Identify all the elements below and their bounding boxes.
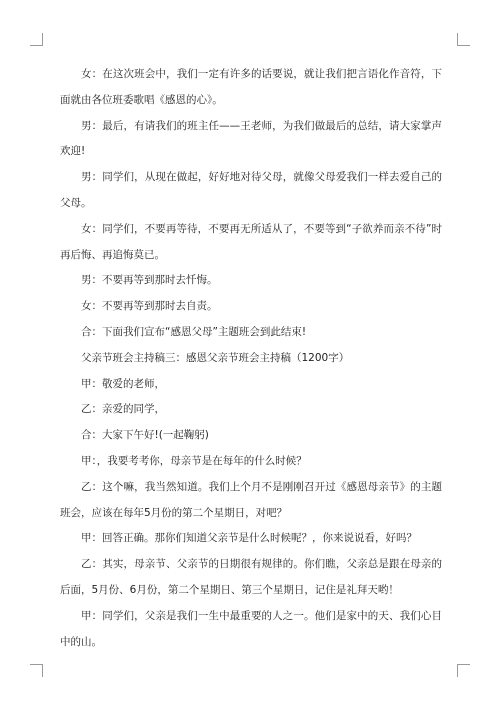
crop-mark-top-right xyxy=(457,33,470,46)
paragraph: 甲：回答正确。那你们知道父亲节是什么时候呢？，你来说说看，好吗？ xyxy=(81,532,417,545)
paragraph: 乙：亲爱的同学， xyxy=(81,403,165,416)
section-heading: 父亲节班会主持稿三：感恩父亲节班会主持稿（1200字） xyxy=(81,351,350,364)
crop-mark-bottom-left xyxy=(30,664,43,677)
paragraph: 乙：其实，母亲节、父亲节的日期很有规律的。你们瞧，父亲总是跟在母亲的后面，5月份、6月份，第二个星期日、第三个星期日，记住是礼拜天哟！ xyxy=(60,558,442,596)
paragraph: 甲：敬爱的老师， xyxy=(81,377,165,390)
paragraph: 合：大家下午好!(一起鞠躬) xyxy=(81,429,209,442)
crop-mark-top-left xyxy=(30,33,43,46)
paragraph: 甲：同学们，父亲是我们一生中最重要的人之一。他们是家中的天、我们心目中的山。 xyxy=(60,609,442,648)
paragraph: 乙：这个嘛，我当然知道。我们上个月不是刚刚召开过《感恩母亲节》的主题班会，应该在每年5月份的第二个星期日，对吧？ xyxy=(60,480,442,519)
document-body xyxy=(60,62,442,655)
paragraph: 合：下面我们宣布“感恩父母”主题班会到此结束! xyxy=(81,325,307,338)
paragraph: 女：不要再等到那时去自责。 xyxy=(81,300,218,313)
paragraph: 甲：，我要考考你，母亲节是在每年的什么时候？ xyxy=(81,454,307,467)
paragraph: 男：最后，有请我们的班主任——王老师，为我们做最后的总结，请大家掌声欢迎! xyxy=(60,119,442,158)
paragraph: 男：不要再等到那时去忏悔。 xyxy=(81,274,218,287)
paragraph: 女：在这次班会中，我们一定有许多的话要说，就让我们把言语化作音符，下面就由各位班委歌唱《感恩的心》。 xyxy=(60,68,442,106)
paragraph: 女：同学们，不要再等待，不要再无所适从了，不要等到“子欲养而亲不待”时再后悔、再追悔莫已。 xyxy=(60,222,442,261)
crop-mark-bottom-right xyxy=(457,664,470,677)
paragraph: 男：同学们，从现在做起，好好地对待父母，就像父母爱我们一样去爱自己的父母。 xyxy=(60,171,442,209)
